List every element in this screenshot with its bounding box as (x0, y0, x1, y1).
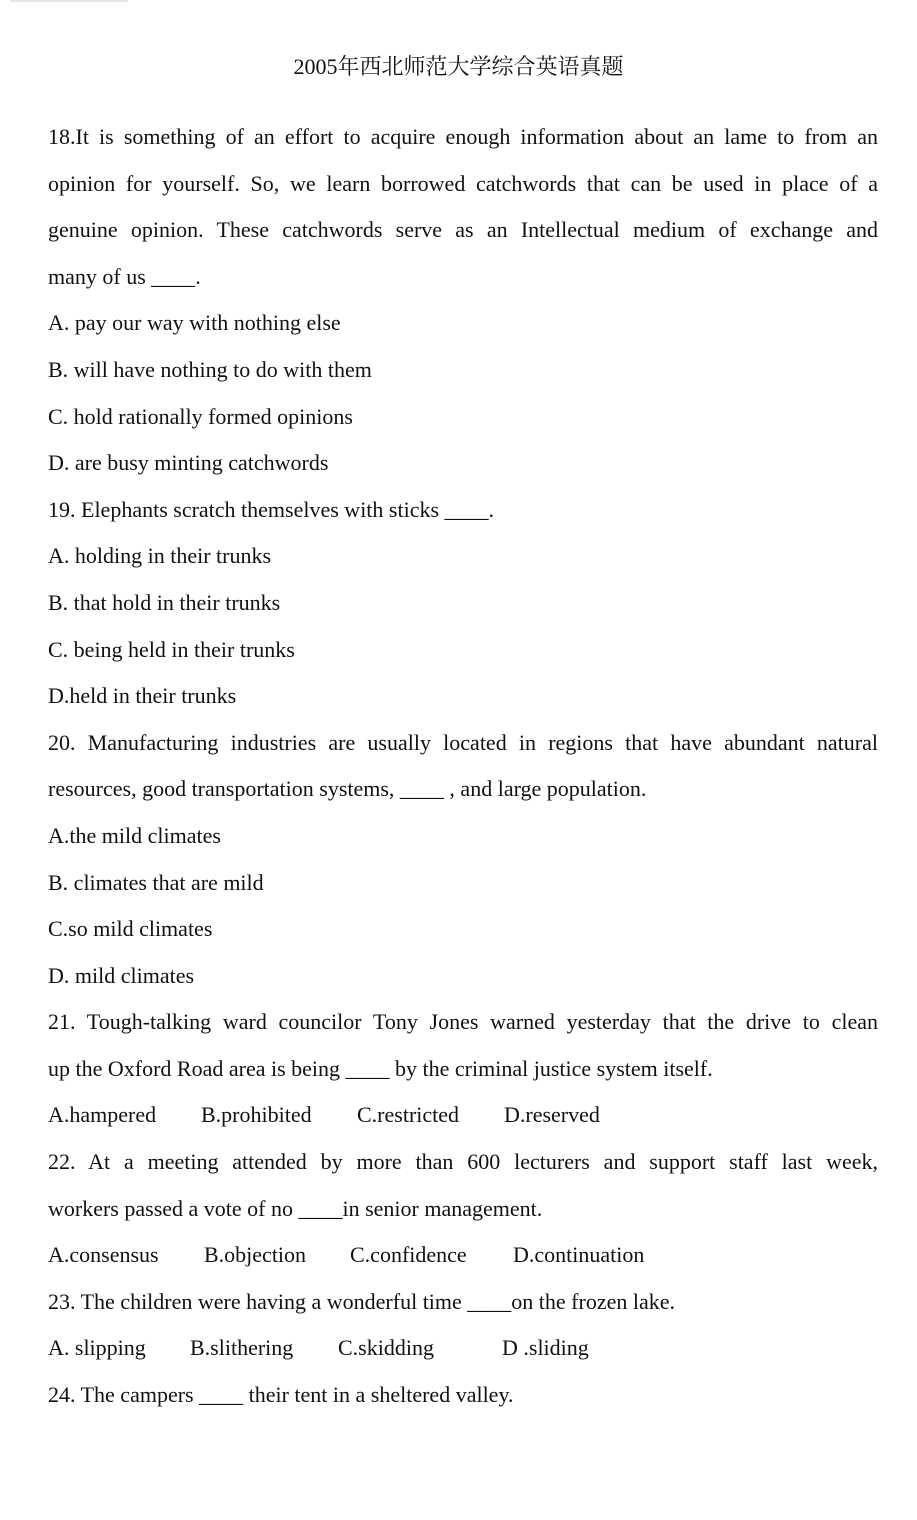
q19-option-a: A. holding in their trunks (48, 543, 272, 569)
q22-option-b: B.objection (204, 1242, 307, 1268)
q20-option-b: B. climates that are mild (48, 869, 264, 895)
q22-option-a: A.consensus (48, 1242, 159, 1268)
q22-option-c: C.confidence (350, 1242, 467, 1268)
q21-option-d: D.reserved (504, 1102, 600, 1128)
q21-option-a: A.hampered (48, 1102, 157, 1128)
top-rule (10, 0, 128, 2)
q23-option-b: B.slithering (190, 1335, 294, 1361)
question-list (48, 114, 878, 1419)
q22-line-1: 22. At a meeting attended by more than 600 lecturers and support staff last week, (48, 1149, 878, 1175)
q18-line-1: 18.It is something of an effort to acquire enough information about an lame to from an (48, 124, 878, 149)
q20-option-d: D. mild climates (48, 962, 195, 988)
q18-option-d: D. are busy minting catchwords (48, 450, 329, 476)
q20-line-1: 20. Manufacturing industries are usually located in regions that have abundant natural (48, 729, 878, 755)
q23-option-c: C.skidding (338, 1335, 434, 1361)
q21-option-b: B.prohibited (201, 1102, 312, 1128)
q21-option-c: C.restricted (357, 1102, 460, 1128)
q18-line-3: genuine opinion. These catchwords serve as an Intellectual medium of exchange and (48, 217, 878, 243)
q18-option-a: A. pay our way with nothing else (48, 310, 341, 336)
q22-line-2: workers passed a vote of no ____in senior management. (48, 1195, 543, 1221)
page-title: 2005年西北师范大学综合英语真题 (293, 54, 624, 79)
q19-stem: 19. Elephants scratch themselves with sticks ____. (48, 496, 495, 522)
q24-stem: 24. The campers ____ their tent in a sheltered valley. (48, 1382, 514, 1408)
q21-line-1: 21. Tough-talking ward councilor Tony Jones warned yesterday that the drive to clean (48, 1009, 878, 1035)
q22-options (48, 1232, 878, 1279)
q19-option-d: D.held in their trunks (48, 683, 237, 709)
q18-line-2: opinion for yourself. So, we learn borrowed catchwords that can be used in place of a (48, 170, 878, 196)
q19-option-b: B. that hold in their trunks (48, 589, 281, 615)
q23-options (48, 1325, 878, 1372)
q22-option-d: D.continuation (513, 1242, 645, 1268)
q21-line-2: up the Oxford Road area is being ____ by the criminal justice system itself. (48, 1055, 713, 1081)
q20-option-c: C.so mild climates (48, 916, 213, 942)
q23-option-a: A. slipping (48, 1335, 146, 1361)
q21-options (48, 1092, 878, 1139)
q20-option-a: A.the mild climates (48, 822, 221, 848)
q19-option-c: C. being held in their trunks (48, 636, 295, 662)
q18-option-c: C. hold rationally formed opinions (48, 403, 353, 429)
q20-line-2: resources, good transportation systems, ____ , and large population. (48, 776, 647, 802)
q18-option-b: B. will have nothing to do with them (48, 356, 372, 382)
q23-stem: 23. The children were having a wonderful time ____on the frozen lake. (48, 1288, 675, 1314)
q18-line-4: many of us ____. (48, 263, 201, 289)
q23-option-d: D .sliding (502, 1335, 589, 1361)
